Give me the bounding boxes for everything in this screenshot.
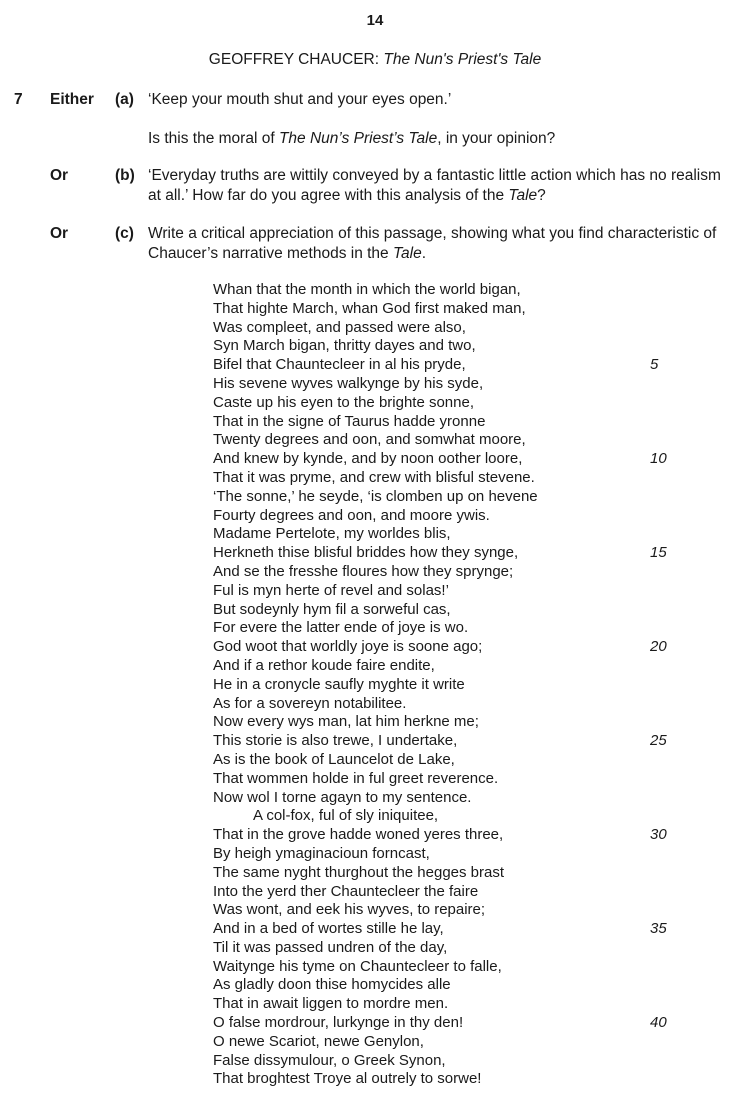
- passage-line-text: And in a bed of wortes stille he lay,: [213, 920, 444, 938]
- passage-line: [213, 544, 683, 563]
- passage-line-text: O false mordrour, lurkynge in thy den!: [213, 1014, 464, 1032]
- passage-line: [213, 488, 683, 507]
- question-number: 7: [14, 91, 23, 108]
- passage-line-text: Caste up his eyen to the brighte sonne,: [213, 393, 475, 411]
- line-number: 40: [650, 1014, 667, 1032]
- passage-line: [213, 563, 683, 582]
- passage-line-text: As gladly doon thise homycides alle: [213, 976, 451, 994]
- passage-line: [213, 601, 683, 620]
- part-a-label: (a): [115, 91, 134, 108]
- passage-line: [213, 920, 683, 939]
- passage-line-text: Was wont, and eek his wyves, to repaire;: [213, 901, 486, 919]
- passage-line: [213, 807, 683, 826]
- passage-line-text: Fourty degrees and oon, and moore ywis.: [213, 506, 490, 524]
- passage-line-text: O newe Scariot, newe Genylon,: [213, 1032, 424, 1050]
- passage-line-text: Syn March bigan, thritty dayes and two,: [213, 337, 476, 355]
- passage-line: [213, 394, 683, 413]
- part-b-text-work: Tale: [508, 187, 538, 204]
- passage-line-text: Til it was passed undren of the day,: [213, 938, 448, 956]
- passage-line: [213, 319, 683, 338]
- part-a-quote: ‘Keep your mouth shut and your eyes open.’: [148, 91, 452, 108]
- passage-line-text: That in the grove hadde woned yeres three,: [213, 826, 504, 844]
- passage-line: [213, 1033, 683, 1052]
- passage-line: [213, 995, 683, 1014]
- passage-line: [213, 939, 683, 958]
- passage-line: [213, 1070, 683, 1089]
- passage-line: [213, 732, 683, 751]
- page-number: 14: [366, 12, 384, 29]
- passage-line: [213, 751, 683, 770]
- passage-line: [213, 375, 683, 394]
- part-a-prompt: [148, 129, 738, 149]
- passage-line: [213, 525, 683, 544]
- passage-line: [213, 300, 683, 319]
- passage-line-text: Bifel that Chauntecleer in al his pryde,: [213, 356, 466, 374]
- part-c-text: [148, 224, 738, 264]
- passage-line-text: He in a cronycle saufly myghte it write: [213, 675, 465, 693]
- passage-line: [213, 582, 683, 601]
- passage-line-text: For evere the latter ende of joye is wo.: [213, 619, 469, 637]
- passage-line-text: Now wol I torne agayn to my sentence.: [213, 788, 472, 806]
- passage-line: [213, 864, 683, 883]
- passage-line-text: His sevene wyves walkynge by his syde,: [213, 374, 484, 392]
- passage-line-text: The same nyght thurghout the hegges brast: [213, 863, 505, 881]
- passage-line-text: Waitynge his tyme on Chauntecleer to falle,: [213, 957, 502, 975]
- passage-line-text: And knew by kynde, and by noon oother loore,: [213, 450, 523, 468]
- passage-line-text: That in await liggen to mordre men.: [213, 995, 449, 1013]
- passage-line-text: That it was pryme, and crew with blisful stevene.: [213, 468, 535, 486]
- passage-line-text: Into the yerd ther Chauntecleer the faire: [213, 882, 479, 900]
- line-number: 35: [650, 920, 667, 938]
- passage-line: [213, 958, 683, 977]
- passage-line: [213, 713, 683, 732]
- passage-line-text: Now every wys man, lat him herkne me;: [213, 713, 479, 731]
- passage-line-text: That highte March, whan God first maked man,: [213, 299, 526, 317]
- passage-line: [213, 789, 683, 808]
- passage-line: [213, 281, 683, 300]
- passage-line-text: Madame Pertelote, my worldes blis,: [213, 525, 451, 543]
- passage-line: [213, 619, 683, 638]
- passage-line: [213, 638, 683, 657]
- part-b-text: [148, 166, 738, 206]
- passage-line-text: And se the fresshe floures how they sprynge;: [213, 562, 514, 580]
- either-label: Either: [50, 91, 94, 108]
- passage-line: [213, 676, 683, 695]
- passage-line-text: Was compleet, and passed were also,: [213, 318, 466, 336]
- passage-line: [213, 431, 683, 450]
- passage-line: [213, 469, 683, 488]
- part-a-prompt-work: The Nun’s Priest’s Tale: [278, 130, 438, 147]
- passage-line-text: ‘The sonne,’ he seyde, ‘is clomben up on hevene: [213, 487, 538, 505]
- passage-line: [213, 901, 683, 920]
- line-number: 30: [650, 826, 667, 844]
- passage-line-text: Whan that the month in which the world bigan,: [213, 281, 521, 298]
- passage-line: [213, 356, 683, 375]
- passage-line-text: But sodeynly hym fil a sorweful cas,: [213, 600, 451, 618]
- line-number: 20: [650, 638, 667, 656]
- passage-line-text: That broghtest Troye al outrely to sorwe!: [213, 1070, 482, 1088]
- passage-line-text: That in the signe of Taurus hadde yronne: [213, 412, 486, 430]
- passage-line-text: By heigh ymaginacioun forncast,: [213, 844, 430, 862]
- or-label-c: Or: [50, 225, 69, 242]
- passage-line-text: Herkneth thise blisful briddes how they synge,: [213, 544, 519, 562]
- passage-line: [213, 657, 683, 676]
- passage-line-text: A col-fox, ful of sly iniquitee,: [253, 807, 439, 825]
- passage-line: [213, 450, 683, 469]
- passage-line-text: That wommen holde in ful greet reverence.: [213, 769, 499, 787]
- passage-line: [213, 845, 683, 864]
- part-c-text-pre: Write a critical appreciation of this passage, showing what you find characteristic of Chaucer’s narrative methods in the: [148, 225, 717, 262]
- passage-line-text: And if a rethor koude faire endite,: [213, 656, 435, 674]
- part-a-prompt-post: , in your opinion?: [437, 130, 556, 147]
- part-b-label: (b): [115, 167, 135, 184]
- passage-line: [213, 413, 683, 432]
- part-c-text-work: Tale: [392, 245, 422, 262]
- line-number: 15: [650, 544, 667, 562]
- passage-line-text: God woot that worldly joye is soone ago;: [213, 638, 483, 656]
- passage-line: [213, 976, 683, 995]
- part-c-text-post: .: [421, 245, 427, 262]
- passage-line-text: Ful is myn herte of revel and solas!’: [213, 581, 449, 599]
- line-number: 10: [650, 450, 667, 468]
- part-b-text-post: ?: [537, 187, 546, 204]
- section-author: GEOFFREY CHAUCER:: [208, 51, 380, 68]
- part-c-label: (c): [115, 225, 134, 242]
- line-number: 25: [650, 732, 667, 750]
- passage-line-text: As is the book of Launcelot de Lake,: [213, 750, 455, 768]
- line-number: 5: [650, 356, 659, 374]
- passage-line-text: As for a sovereyn notabilitee.: [213, 694, 407, 712]
- passage-line: [213, 770, 683, 789]
- or-label-b: Or: [50, 167, 69, 184]
- passage-line: [213, 337, 683, 356]
- passage: [213, 281, 683, 1089]
- passage-line-text: Twenty degrees and oon, and somwhat moore,: [213, 431, 526, 449]
- passage-line: [213, 695, 683, 714]
- passage-line-text: False dissymulour, o Greek Synon,: [213, 1051, 446, 1069]
- part-a-prompt-pre: Is this the moral of: [148, 130, 279, 147]
- part-b-text-pre: ‘Everyday truths are wittily conveyed by a fantastic little action which has no realism at all.’ How far do you agree with this analysis of the: [148, 167, 721, 204]
- passage-line: [213, 883, 683, 902]
- passage-line: [213, 507, 683, 526]
- passage-line: [213, 1014, 683, 1033]
- section-work-title: The Nun's Priest's Tale: [383, 51, 542, 68]
- passage-line-text: This storie is also trewe, I undertake,: [213, 732, 458, 750]
- section-title: [0, 51, 750, 69]
- passage-line: [213, 826, 683, 845]
- passage-line: [213, 1052, 683, 1071]
